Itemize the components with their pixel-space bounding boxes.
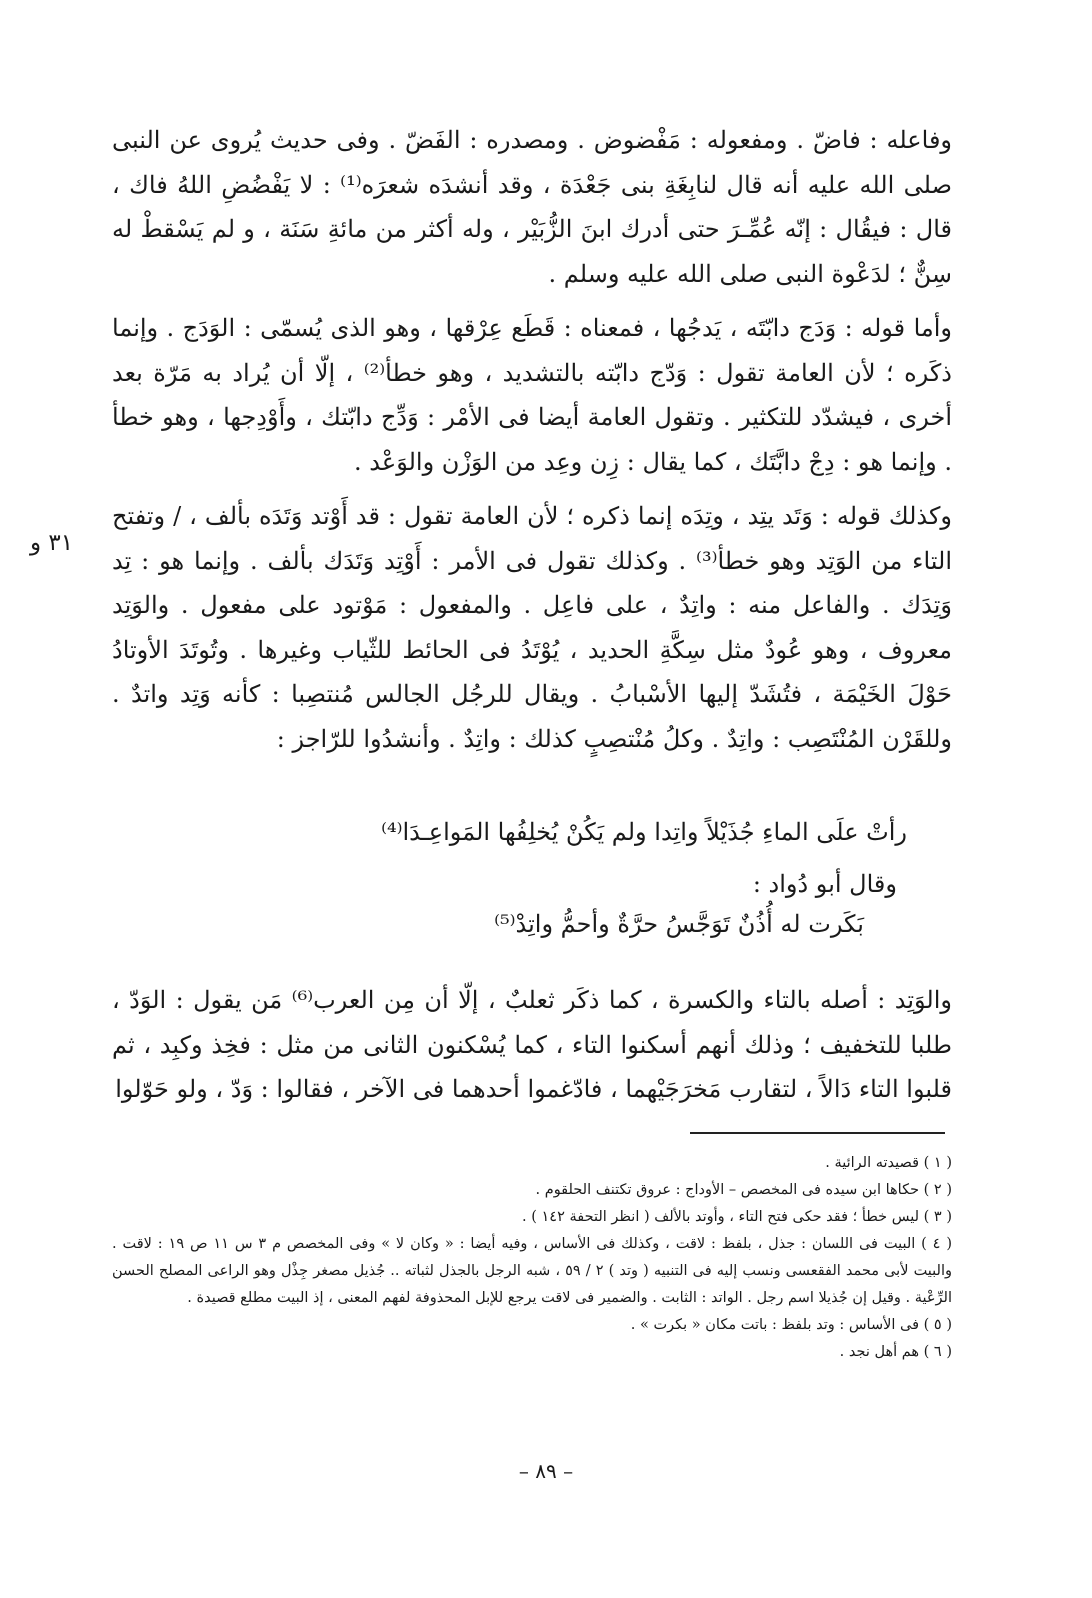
- paragraph-4: والوَتِد : أصله بالتاء والكسرة ، كما ذكَر ثعلبٌ ، إلّا أن مِن العرب⁽⁶⁾ مَن يقول : الوَدّ ، طلبا للتخفيف ؛ وذلك أنهم أسكنوا التاء ، كما يُسْكنون الثانى من مثل : فخِذ وكبِد ، ثم قلبوا التاء دَالاً ، لتقارب مَخرَجَيْهما ، فادّغموا أحدهما فى الآخر ، فقالوا : وَدّ ، ولو حَوّلوا: [112, 986, 953, 1103]
- main-text: [112, 118, 952, 761]
- footnote-4: ( ٤ ) البيت فى اللسان : جذل ، بلفظ : لاقت ، وكذلك فى الأساس ، وفيه أيضا : « وكان لا » وفى المخصص م ٣ س ١١ ص ١٩ : لاقت . والبيت لأبى محمد الفقعسى ونسب إليه فى التنبيه ( وتد ) ٢ / ٥٩ ، شبه الرجل بالجذل لثباته .. جُذيل مصغر جِذْل وهو الراعى المصلح الحسن الرِّعْية . وقيل إن جُذيلا اسم رجل . الواتد : الثابت . والضمير فى لاقت يرجع للإبل المحذوفة لفهم المعنى ، إذ البيت مطلع قصيدة .: [112, 1236, 953, 1306]
- verse-intro: وقال أبو دُواد :: [752, 870, 897, 898]
- paragraph-3: وكذلك قوله : وَتَد يتِد ، وتِدَه إنما ذكره ؛ لأن العامة تقول : قد أَوْتد وَتَدَه بألف ، / وتفتح التاء من الوَتِد وهو خطأ⁽³⁾ . وكذلك تقول فى الأمر : أَوْتِد وَتَدَك بألف . وإنما هو : تِد وَتِدَك . والفاعل منه : واتِدٌ ، على فاعِل . والمفعول : مَوْتود على مفعول . والوَتِد معروف ، وهو عُودٌ مثل سِكَّةِ الحديد ، يُوْتَدُ فى الحائط للثّياب وغيرها . وتُوتَدَ الأوتادُ حَوْلَ الخَيْمَة ، فتُشَدّ إليها الأسْبابُ . ويقال للرجُل الجالس مُنتصِبا : كأنه وَتِد واتدٌ . وللقَرْن المُنْتَصِب : واتِدٌ . وكلُ مُنْتصِبٍ كذلك : واتِدٌ . وأنشدُوا للرّاجز :: [112, 502, 952, 753]
- verse-line-2: بَكَرت له أُذُنٌ تَوَجَّسُ حرَّةٌ وأحمُّ واتِدْ⁽⁵⁾: [494, 910, 864, 938]
- footnotes: [112, 1150, 952, 1366]
- footnote-separator: [690, 1132, 945, 1134]
- margin-folio-note: ٣١ و: [30, 530, 74, 556]
- footnote-3: ( ٣ ) ليس خطأ ؛ فقد حكى فتح التاء ، وأوتد بالألف ( انظر التحفة ١٤٢ ) .: [522, 1209, 952, 1225]
- footnote-5: ( ٥ ) فى الأساس : وتد بلفظ : باتت مكان « بكرت » .: [630, 1317, 952, 1333]
- paragraph-1: وفاعله : فاضّ . ومفعوله : مَفْضوض . ومصدره : الفَضّ . وفى حديث يُروى عن النبى صلى الله عليه أنه قال لنابِغَةِ بنى جَعْدَة ، وقد أنشدَه شعرَه⁽¹⁾ : لا يَفْضُضِ اللهُ فاك ، قال : فيقُال : إنّه عُمِّـرَ حتى أدرك ابنَ الزُّبَيْر ، وله أكثر من مائةِ سَنَة ، و لم يَسْقطْ له سِنٌّ ؛ لدَعْوة النبى صلى الله عليه وسلم .: [112, 126, 952, 288]
- footnote-2: ( ٢ ) حكاها ابن سيده فى المخصص – الأوداج : عروق تكتنف الحلقوم .: [535, 1182, 952, 1198]
- footnote-6: ( ٦ ) هم أهل نجد .: [839, 1344, 952, 1360]
- page-number: – ٨٩ –: [518, 1459, 574, 1483]
- verse-line-1: رأتْ علَى الماءِ جُذَيْلاً واتِدا ولم يَكُنْ يُخلِفُها المَواعِـدَا⁽⁴⁾: [381, 818, 907, 846]
- main-text-continued: [112, 978, 952, 1112]
- paragraph-2: وأما قوله : وَدَج دابّتَه ، يَدجُها ، فمعناه : قَطَع عِرْقها ، وهو الذى يُسمّى : الوَدَج . وإنما ذكَره ؛ لأن العامة تقول : وَدّج دابّته بالتشديد ، وهو خطأ⁽²⁾ ، إلّا أن يُراد به مَرّة بعد أخرى ، فيشدّد للتكثير . وتقول العامة أيضا فى الأمْر : وَدِّج دابّتك ، وأَوْدِجها ، وهو خطأ . وإنما هو : دِجْ دابَّتَك ، كما يقال : زِن وعِد من الوَزْن والوَعْد .: [112, 314, 952, 476]
- footnote-1: ( ١ ) قصيدته الرائية .: [825, 1155, 952, 1171]
